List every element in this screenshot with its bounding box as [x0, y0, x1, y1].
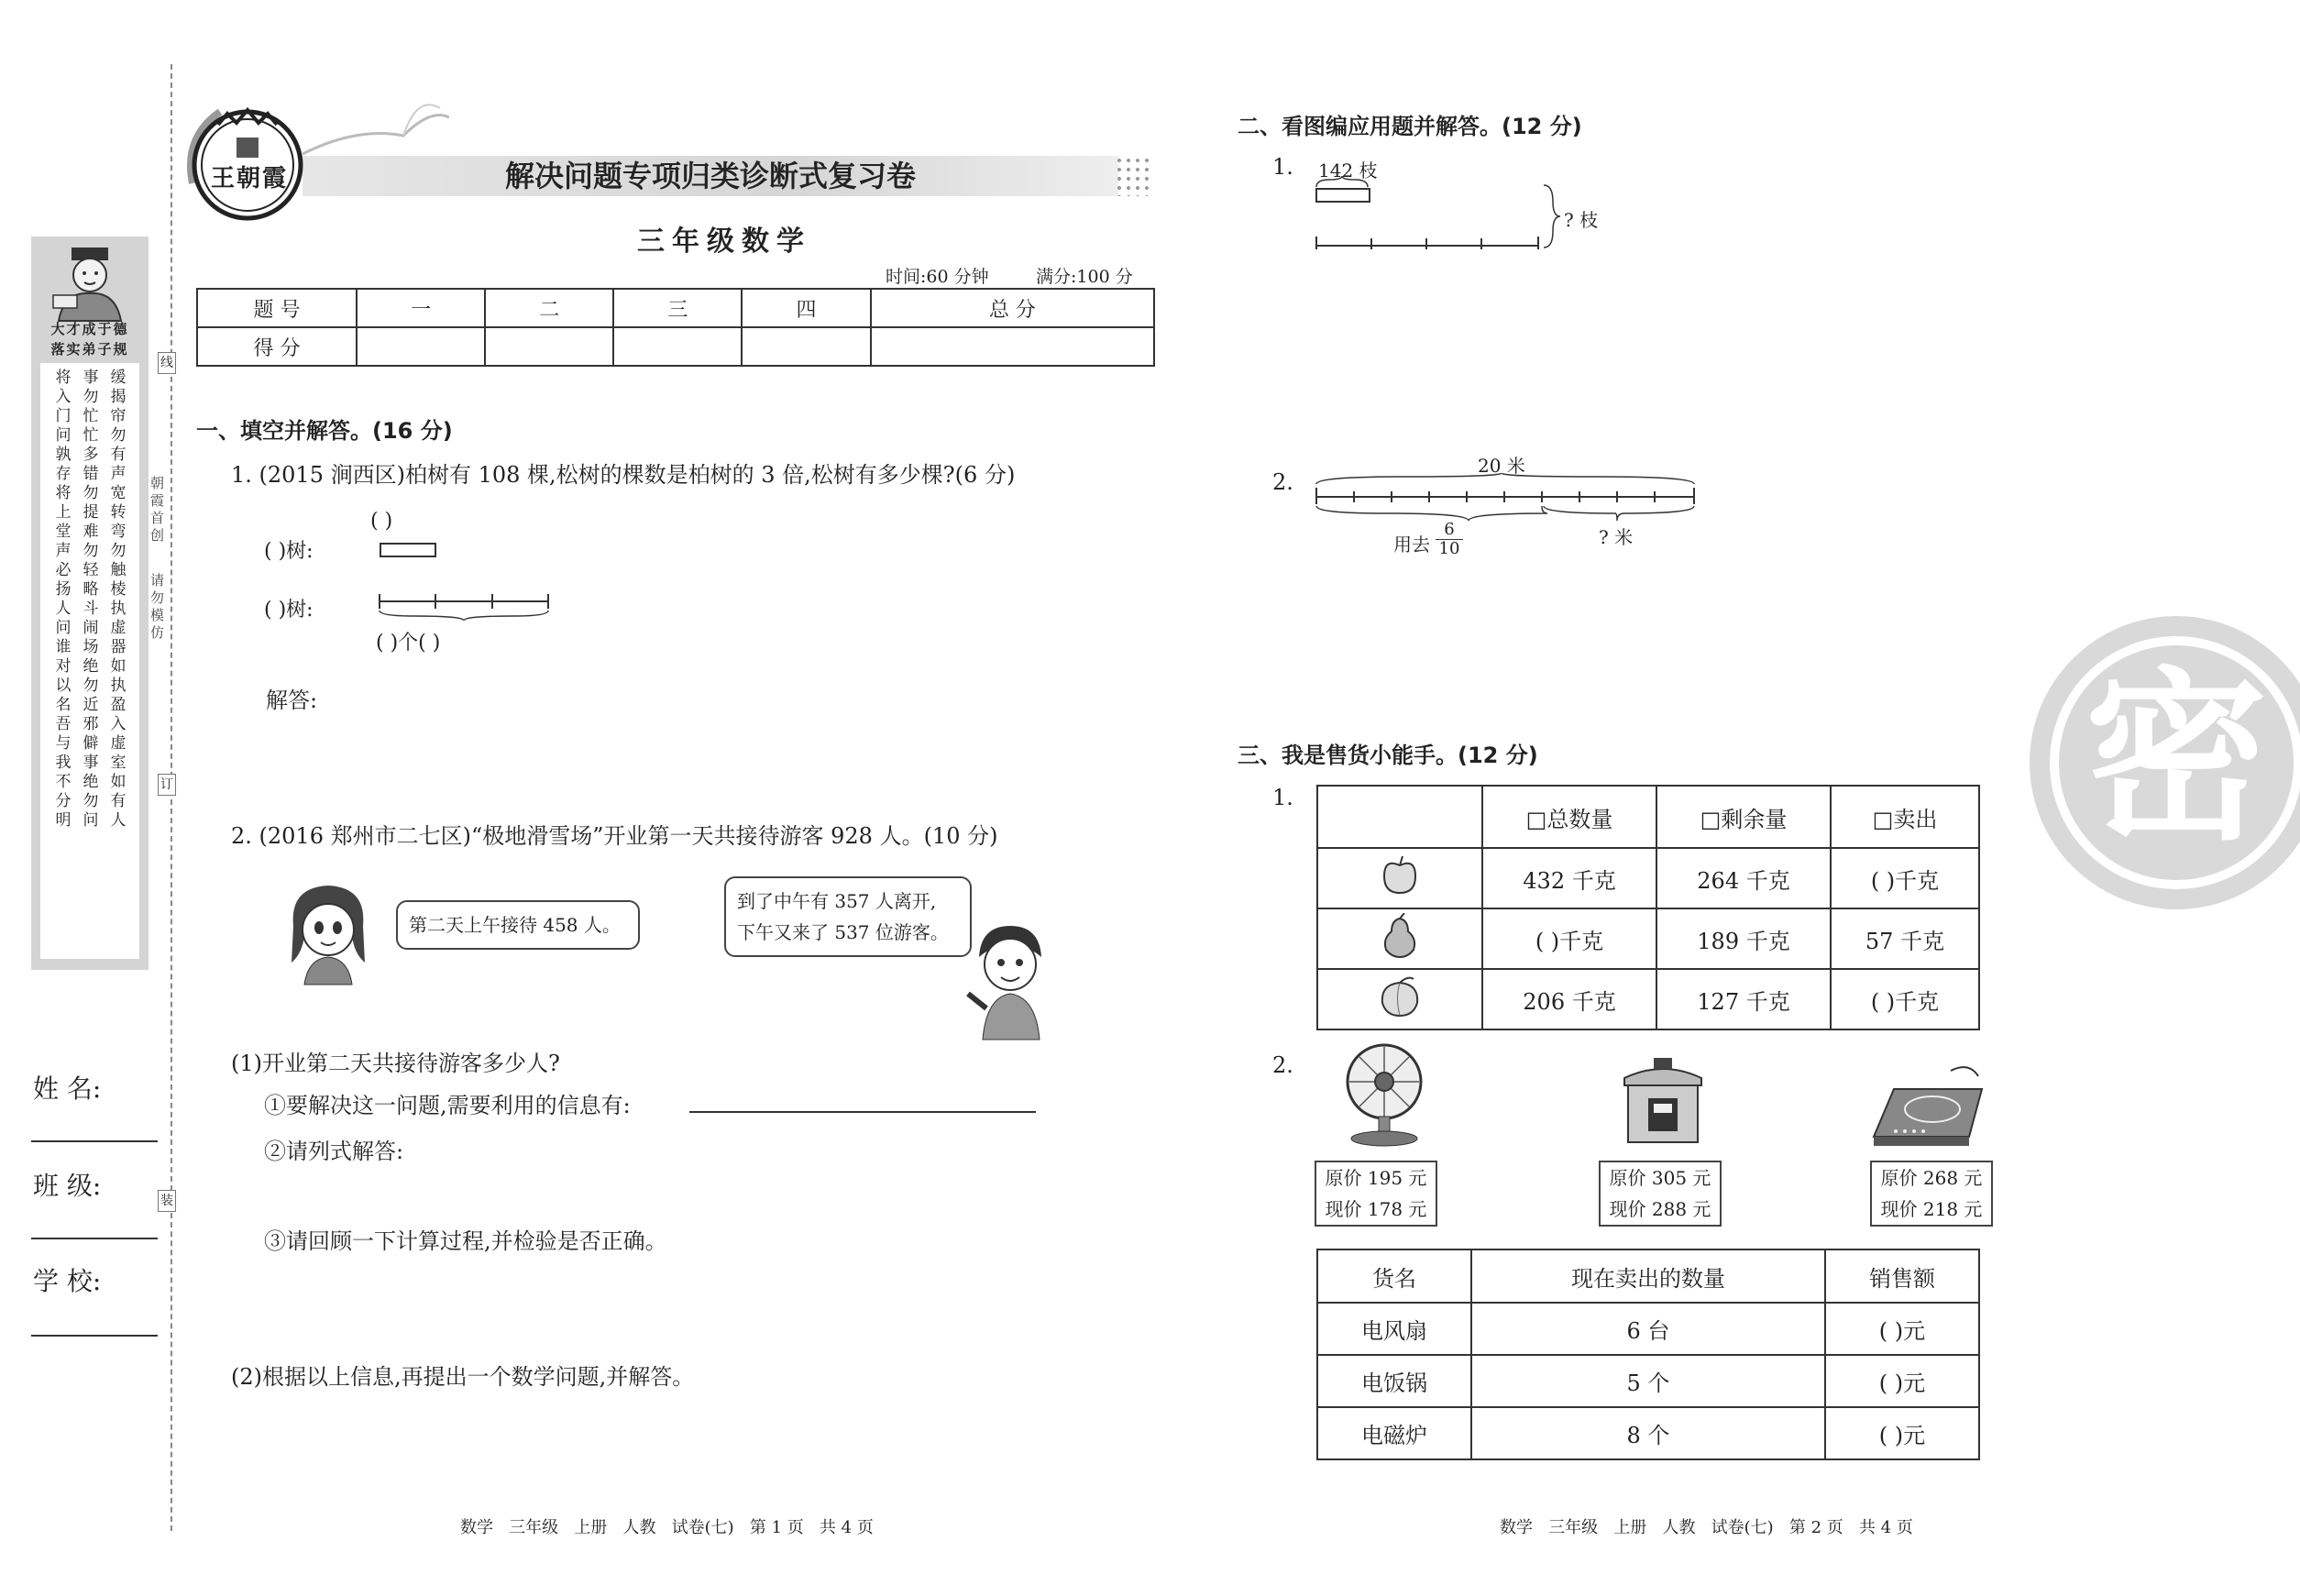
- col-1: 一: [357, 289, 485, 327]
- stamp-text: 密: [2084, 652, 2268, 865]
- ribbon-decoration: [303, 99, 449, 158]
- apple-total: 432 千克: [1482, 848, 1656, 908]
- fruit-header-total: □总数量: [1482, 786, 1656, 848]
- fraction-numerator: 6: [1436, 521, 1463, 540]
- vertical-note-2: 请勿模仿: [150, 572, 165, 641]
- score-table: [196, 288, 1155, 367]
- pear-icon: [1379, 913, 1421, 959]
- pear-remaining: 189 千克: [1656, 908, 1831, 969]
- sales-table: [1316, 1249, 1980, 1460]
- s2-q1-right-label: ? 枝: [1564, 209, 1599, 231]
- peach-icon: [1377, 975, 1423, 1018]
- fold-mark-2: 订: [158, 774, 176, 796]
- vertical-note-1: 朝霞首创: [150, 475, 165, 544]
- fan-orig-price: 原价 195 元: [1325, 1167, 1427, 1189]
- electric-fan-icon: [1338, 1040, 1430, 1148]
- boy-bubble-line-1: 到了中午有 357 人离开,: [737, 890, 937, 912]
- section2-title: 二、看图编应用题并解答。(12 分): [1238, 114, 1582, 139]
- sales-header-amount: 销售额: [1825, 1249, 1979, 1303]
- s2-q1-top-label: 142 枝: [1318, 160, 1378, 182]
- score-cell-4[interactable]: [742, 327, 870, 366]
- table-row: [1317, 969, 1979, 1029]
- col-3: 三: [613, 289, 742, 327]
- s2-q2-fraction: [1436, 521, 1463, 558]
- col-total: 总 分: [871, 289, 1154, 327]
- s2-q2-diagram: [1313, 473, 1698, 526]
- name-label: 姓 名:: [33, 1073, 102, 1104]
- motto-column-1: 将入门问孰存将上堂声必扬人问谁对以名吾与我不分明: [55, 369, 72, 830]
- table-row: [1317, 848, 1979, 908]
- sales-amount-3[interactable]: ( )元: [1825, 1407, 1979, 1459]
- footer-left: 数学 三年级 上册 人教 试卷(七) 第 1 页 共 4 页: [460, 1518, 874, 1537]
- q2-sub2: (2)根据以上信息,再提出一个数学问题,并解答。: [231, 1364, 695, 1390]
- motto-column-3: 缓揭帘勿有声宽转弯勿触棱执虚器如执盈入虚室如有人: [110, 369, 127, 830]
- q2-step1-line[interactable]: [689, 1111, 1036, 1113]
- school-line[interactable]: [31, 1335, 158, 1337]
- girl-icon: [281, 880, 376, 986]
- class-line[interactable]: [31, 1238, 158, 1239]
- subtitle: 三年级数学: [637, 226, 811, 258]
- rice-cooker-icon: [1617, 1052, 1709, 1150]
- apple-remaining: 264 千克: [1656, 848, 1831, 908]
- s2-q1-num: 1.: [1272, 154, 1293, 180]
- section3-title: 三、我是售货小能手。(12 分): [1238, 743, 1538, 768]
- s2-q2-num: 2.: [1272, 469, 1293, 495]
- pear-total[interactable]: ( )千克: [1482, 908, 1656, 969]
- col-2: 二: [485, 289, 613, 327]
- q1-row2-label[interactable]: ( )树:: [264, 599, 314, 622]
- pear-sold: 57 千克: [1831, 908, 1979, 969]
- s2-q2-right-label: ? 米: [1599, 526, 1634, 548]
- s2-q2-used-label: 用去: [1393, 534, 1430, 556]
- q1-paren-top[interactable]: ( ): [370, 510, 393, 533]
- motto-top-2: 落实弟子规: [50, 341, 129, 358]
- binding-dashed-line: [171, 64, 172, 1531]
- apple-cell: [1317, 848, 1482, 908]
- motto-top-1: 大才成于德: [50, 321, 129, 337]
- boy-bubble-line-2: 下午又来了 537 位游客。: [737, 921, 949, 943]
- s2-q2-top-label: 20 米: [1478, 455, 1525, 477]
- section1-title: 一、填空并解答。(16 分): [196, 418, 453, 444]
- fold-mark-3: 装: [158, 1190, 176, 1212]
- sales-product-2: 电饭锅: [1317, 1355, 1471, 1407]
- score-row-header: 题 号: [197, 289, 357, 327]
- q2-step1: ①要解决这一问题,需要利用的信息有:: [264, 1093, 631, 1118]
- time-label: 时间:60 分钟: [886, 267, 989, 287]
- logo-text: 王朝霞: [210, 165, 288, 193]
- sales-quantity-2: 5 个: [1471, 1355, 1825, 1407]
- fan-now-price: 现价 178 元: [1325, 1198, 1427, 1220]
- score-cell-1[interactable]: [357, 327, 485, 366]
- q1-answer-label: 解答:: [266, 688, 318, 713]
- rice-cooker-price-box: [1599, 1161, 1722, 1227]
- q2-sub1: (1)开业第二天共接待游客多少人?: [231, 1051, 560, 1076]
- table-row: [1317, 1407, 1979, 1459]
- class-label: 班 级:: [33, 1171, 102, 1201]
- boy-speech-bubble: [724, 876, 972, 957]
- pear-cell: [1317, 908, 1482, 969]
- fruit-header-remaining: □剩余量: [1656, 786, 1831, 848]
- scholar-icon: [46, 244, 134, 323]
- girl-speech-bubble: 第二天上午接待 458 人。: [396, 900, 640, 950]
- score-cell-2[interactable]: [485, 327, 613, 366]
- q1-long-bar: [378, 592, 552, 622]
- school-label: 学 校:: [33, 1266, 102, 1296]
- q1-short-bar: [380, 543, 436, 557]
- q2-step3: ③请回顾一下计算过程,并检验是否正确。: [264, 1228, 667, 1254]
- table-row: [1317, 1303, 1979, 1355]
- apple-sold[interactable]: ( )千克: [1831, 848, 1979, 908]
- table-row: [1317, 908, 1979, 969]
- sales-quantity-3: 8 个: [1471, 1407, 1825, 1459]
- q1-text: 1. (2015 涧西区)柏树有 108 棵,松树的棵数是柏树的 3 倍,松树有多少棵?(6 分): [231, 462, 1016, 488]
- footer-right: 数学 三年级 上册 人教 试卷(七) 第 2 页 共 4 页: [1500, 1518, 1913, 1537]
- sales-amount-1[interactable]: ( )元: [1825, 1303, 1979, 1355]
- induction-cooker-icon: [1868, 1062, 1987, 1150]
- peach-sold[interactable]: ( )千克: [1831, 969, 1979, 1029]
- sales-quantity-1: 6 台: [1471, 1303, 1825, 1355]
- rice-cooker-orig-price: 原价 305 元: [1609, 1167, 1711, 1189]
- fruit-table: [1316, 785, 1980, 1030]
- score-cell-3[interactable]: [613, 327, 742, 366]
- peach-remaining: 127 千克: [1656, 969, 1831, 1029]
- apple-icon: [1379, 854, 1421, 897]
- page-title: 解决问题专项归类诊断式复习卷: [504, 159, 916, 193]
- fruit-header-sold: □卖出: [1831, 786, 1979, 848]
- sales-header-product: 货名: [1317, 1249, 1471, 1303]
- fan-price-box: [1315, 1161, 1437, 1227]
- score-label: 满分:100 分: [1036, 267, 1133, 287]
- sales-product-1: 电风扇: [1317, 1303, 1471, 1355]
- motto-panel: [31, 237, 149, 970]
- s3-q1-num: 1.: [1272, 785, 1293, 810]
- score-row-label: 得 分: [197, 327, 357, 366]
- peach-cell: [1317, 969, 1482, 1029]
- induction-cooker-price-box: [1870, 1161, 1993, 1227]
- motto-column-2: 事勿忙忙多错勿提难勿轻略斗闹场绝勿近邪僻事绝勿问: [83, 369, 99, 830]
- q2-step2: ②请列式解答:: [264, 1139, 404, 1164]
- fruit-table-corner: [1317, 786, 1482, 848]
- sales-header-quantity: 现在卖出的数量: [1471, 1249, 1825, 1303]
- score-cell-total[interactable]: [871, 327, 1154, 366]
- q1-below-label[interactable]: ( )个( ): [376, 632, 441, 655]
- rice-cooker-now-price: 现价 288 元: [1609, 1198, 1711, 1220]
- title-dots: [1115, 156, 1151, 196]
- induction-cooker-now-price: 现价 218 元: [1880, 1198, 1983, 1220]
- name-line[interactable]: [31, 1140, 158, 1142]
- peach-total: 206 千克: [1482, 969, 1656, 1029]
- q2-text: 2. (2016 郑州市二七区)“极地滑雪场”开业第一天共接待游客 928 人。(10 分): [231, 823, 998, 849]
- confidential-stamp: [2030, 616, 2300, 909]
- s3-q2-num: 2.: [1272, 1052, 1293, 1078]
- fraction-denominator: 10: [1438, 539, 1460, 558]
- fold-mark-1: 线: [158, 352, 176, 374]
- q1-row1-label[interactable]: ( )树:: [264, 540, 314, 563]
- sales-amount-2[interactable]: ( )元: [1825, 1355, 1979, 1407]
- induction-cooker-orig-price: 原价 268 元: [1880, 1167, 1983, 1189]
- s2-q1-diagram: [1313, 176, 1560, 257]
- boy-icon: [963, 920, 1056, 1043]
- table-row: [1317, 1355, 1979, 1407]
- sales-product-3: 电磁炉: [1317, 1407, 1471, 1459]
- col-4: 四: [742, 289, 870, 327]
